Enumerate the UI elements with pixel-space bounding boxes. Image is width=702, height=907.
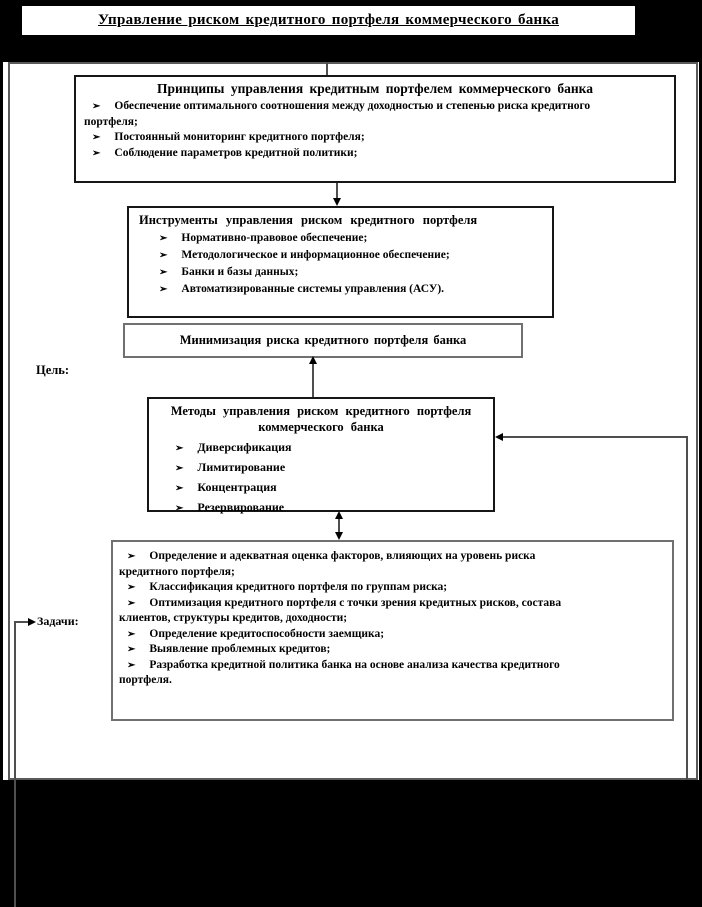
list-item-text: Банки и базы данных; [181,266,299,278]
tasks-label: Задачи: [37,614,79,628]
arrowhead-bullet-icon: ➢ [127,644,136,655]
list-item [119,642,664,658]
methods-heading: Методы управления риском кредитного портфеля коммерческого банка [170,404,472,434]
list-item [157,498,485,518]
list-item [119,580,664,596]
list-item-text: Концентрация [197,480,277,494]
list-item [157,458,485,478]
page-title: Управление риском кредитного портфеля коммерческого банка [97,12,559,28]
list-item-text: Методологическое и информационное обеспечение; [181,249,450,261]
arrowhead-bullet-icon: ➢ [127,597,136,609]
arrowhead-down-icon [335,532,343,540]
connector-title-to-principles [326,62,328,75]
page-left-edge [0,38,3,907]
arrowhead-right-icon [28,618,36,626]
bottom-black-band [0,780,702,907]
list-item-text: Диверсификация [197,440,292,454]
list-item [119,549,664,580]
goal-box-text: Минимизация риска кредитного портфеля банка [179,333,467,347]
principles-heading: Принципы управления кредитным портфелем коммерческого банка [157,81,593,96]
arrowhead-bullet-icon: ➢ [127,628,136,640]
list-item-text: Постоянный мониторинг кредитного портфеля; [114,131,365,143]
arrow-methods-to-goal [312,362,314,397]
list-item-text: Разработка кредитной политика банка на основе анализа качества кредитного портфеля. [119,658,560,686]
list-item [157,438,485,458]
page-title-box [19,3,638,38]
arrowhead-bullet-icon: ➢ [159,250,168,261]
goal-box [123,323,523,358]
arrowhead-bullet-icon: ➢ [159,284,168,295]
list-item [119,596,664,627]
instruments-box [127,206,554,318]
list-item-text: Резервирование [197,500,285,514]
arrowhead-bullet-icon: ➢ [127,659,136,671]
list-item-text: Соблюдение параметров кредитной политики; [114,146,358,159]
list-item [139,247,544,264]
list-item-text: Классификация кредитного портфеля по группам риска; [149,581,448,593]
arrowhead-bullet-icon: ➢ [127,551,136,562]
list-item-text: Лимитирование [197,460,286,474]
list-item [139,264,544,281]
arrowhead-bullet-icon: ➢ [92,101,101,112]
arrowhead-left-icon [495,433,503,441]
arrowhead-bullet-icon: ➢ [175,483,184,494]
principles-box [74,75,676,183]
list-item [84,146,666,162]
list-item-text: Определение кредитоспособности заемщика; [149,627,385,640]
list-item-text: Оптимизация кредитного портфеля с точки зрения кредитных рисков, состава клиентов, структуры кредитов, доходности; [119,596,562,624]
list-item [139,281,544,298]
arrowhead-bullet-icon: ➢ [92,147,101,159]
list-item-text: Нормативно-правовое обеспечение; [181,232,368,244]
arrowhead-bullet-icon: ➢ [175,463,184,474]
arrowhead-bullet-icon: ➢ [175,443,184,454]
list-item [119,658,664,689]
feedback-line-left-horizontal [14,621,29,623]
arrowhead-bullet-icon: ➢ [175,503,184,514]
list-item-text: Автоматизированные системы управления (АСУ). [181,283,445,295]
instruments-heading: Инструменты управления риском кредитного портфеля [139,213,478,227]
list-item-text: Определение и адекватная оценка факторов, влияющих на уровень риска кредитного портфеля; [119,550,536,578]
list-item [139,230,544,247]
list-item [84,130,666,146]
list-item [119,627,664,643]
arrowhead-up-icon [309,356,317,364]
list-item [84,99,666,130]
list-item [157,478,485,498]
feedback-line-left-vertical [14,621,16,907]
tasks-box [111,540,674,721]
arrowhead-bullet-icon: ➢ [127,582,136,593]
arrowhead-bullet-icon: ➢ [92,132,101,143]
list-item-text: Обеспечение оптимального соотношения между доходностью и степенью риска кредитного портфеля; [84,100,591,128]
feedback-line-right-horizontal [497,436,688,438]
feedback-line-right-vertical [686,436,688,780]
arrowhead-bullet-icon: ➢ [159,267,168,278]
methods-box [147,397,495,512]
arrowhead-down-icon [333,198,341,206]
arrowhead-bullet-icon: ➢ [159,233,168,244]
list-item-text: Выявление проблемных кредитов; [149,643,331,655]
arrowhead-up-icon [335,511,343,519]
goal-label: Цель: [36,363,70,377]
